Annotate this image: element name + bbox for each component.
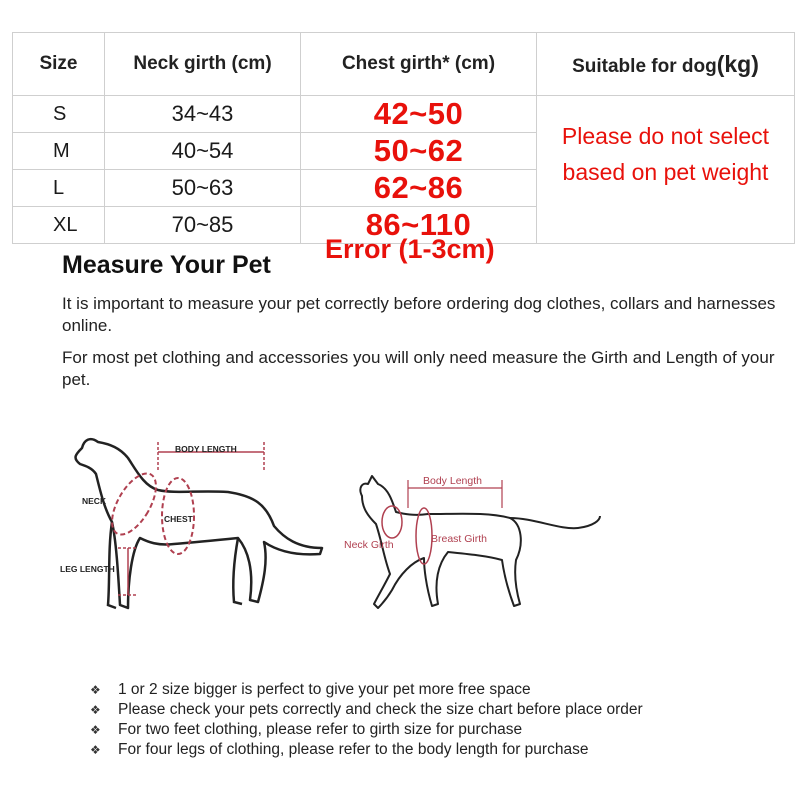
- tip-text: For two feet clothing, please refer to girth size for purchase: [118, 721, 523, 738]
- table-header-row: [13, 33, 795, 96]
- cat-breast-girth-label: Breast Girth: [431, 533, 488, 545]
- weight-note-line2: based on pet weight: [562, 159, 769, 185]
- diamond-bullet-icon: ❖: [90, 743, 101, 757]
- dog-leg-length-label: LEG LENGTH: [60, 564, 115, 574]
- weight-note: [537, 96, 795, 244]
- dog-body-length-label: BODY LENGTH: [175, 444, 237, 454]
- error-tolerance-note: Error (1-3cm): [325, 234, 495, 264]
- size-chart: [12, 32, 794, 242]
- header-kg-unit: (kg): [716, 50, 759, 77]
- tip-text: Please check your pets correctly and check the size chart before place order: [118, 701, 643, 718]
- list-item: [90, 700, 643, 720]
- weight-note-line1: Please do not select: [561, 123, 770, 149]
- neck-cell: 50~63: [105, 170, 301, 207]
- neck-cell: 40~54: [105, 133, 301, 170]
- dog-chest-label: CHEST: [164, 514, 193, 524]
- list-item: [90, 740, 643, 760]
- chest-cell: 42~50: [301, 96, 537, 133]
- cat-body-length-label: Body Length: [423, 475, 482, 487]
- chest-cell: 62~86: [301, 170, 537, 207]
- table-row: [13, 96, 795, 133]
- tip-text: 1 or 2 size bigger is perfect to give your pet more free space: [118, 681, 531, 698]
- diamond-bullet-icon: ❖: [90, 723, 101, 737]
- size-cell: L: [13, 170, 105, 207]
- size-chart-table: [12, 32, 795, 244]
- list-item: [90, 680, 643, 700]
- dog-neck-label: NECK: [82, 496, 107, 506]
- header-size: Size: [13, 33, 105, 96]
- page-title: Measure Your Pet: [62, 251, 271, 279]
- header-suitable-label: Suitable for dog: [572, 55, 717, 77]
- cat-measurement-diagram: [338, 462, 608, 622]
- size-cell: S: [13, 96, 105, 133]
- header-suitable-weight: [537, 33, 795, 96]
- tip-text: For four legs of clothing, please refer to the body length for purchase: [118, 741, 589, 758]
- size-cell: M: [13, 133, 105, 170]
- girth-length-paragraph: For most pet clothing and accessories you will only need measure the Girth and Length of your pet.: [62, 348, 775, 389]
- chest-cell: 86~110: [301, 207, 537, 244]
- intro-paragraph: It is important to measure your pet correctly before ordering dog clothes, collars and harnesses online.: [62, 294, 776, 335]
- neck-cell: 34~43: [105, 96, 301, 133]
- size-cell: XL: [13, 207, 105, 244]
- chest-cell: 50~62: [301, 133, 537, 170]
- dog-measurement-diagram: [58, 430, 338, 640]
- diamond-bullet-icon: ❖: [90, 683, 101, 697]
- diamond-bullet-icon: ❖: [90, 703, 101, 717]
- neck-cell: 70~85: [105, 207, 301, 244]
- tips-list: [90, 680, 643, 760]
- header-chest-girth: Chest girth* (cm): [301, 33, 537, 96]
- cat-neck-girth-label: Neck Girth: [344, 539, 394, 551]
- list-item: [90, 720, 643, 740]
- header-neck-girth: Neck girth (cm): [105, 33, 301, 96]
